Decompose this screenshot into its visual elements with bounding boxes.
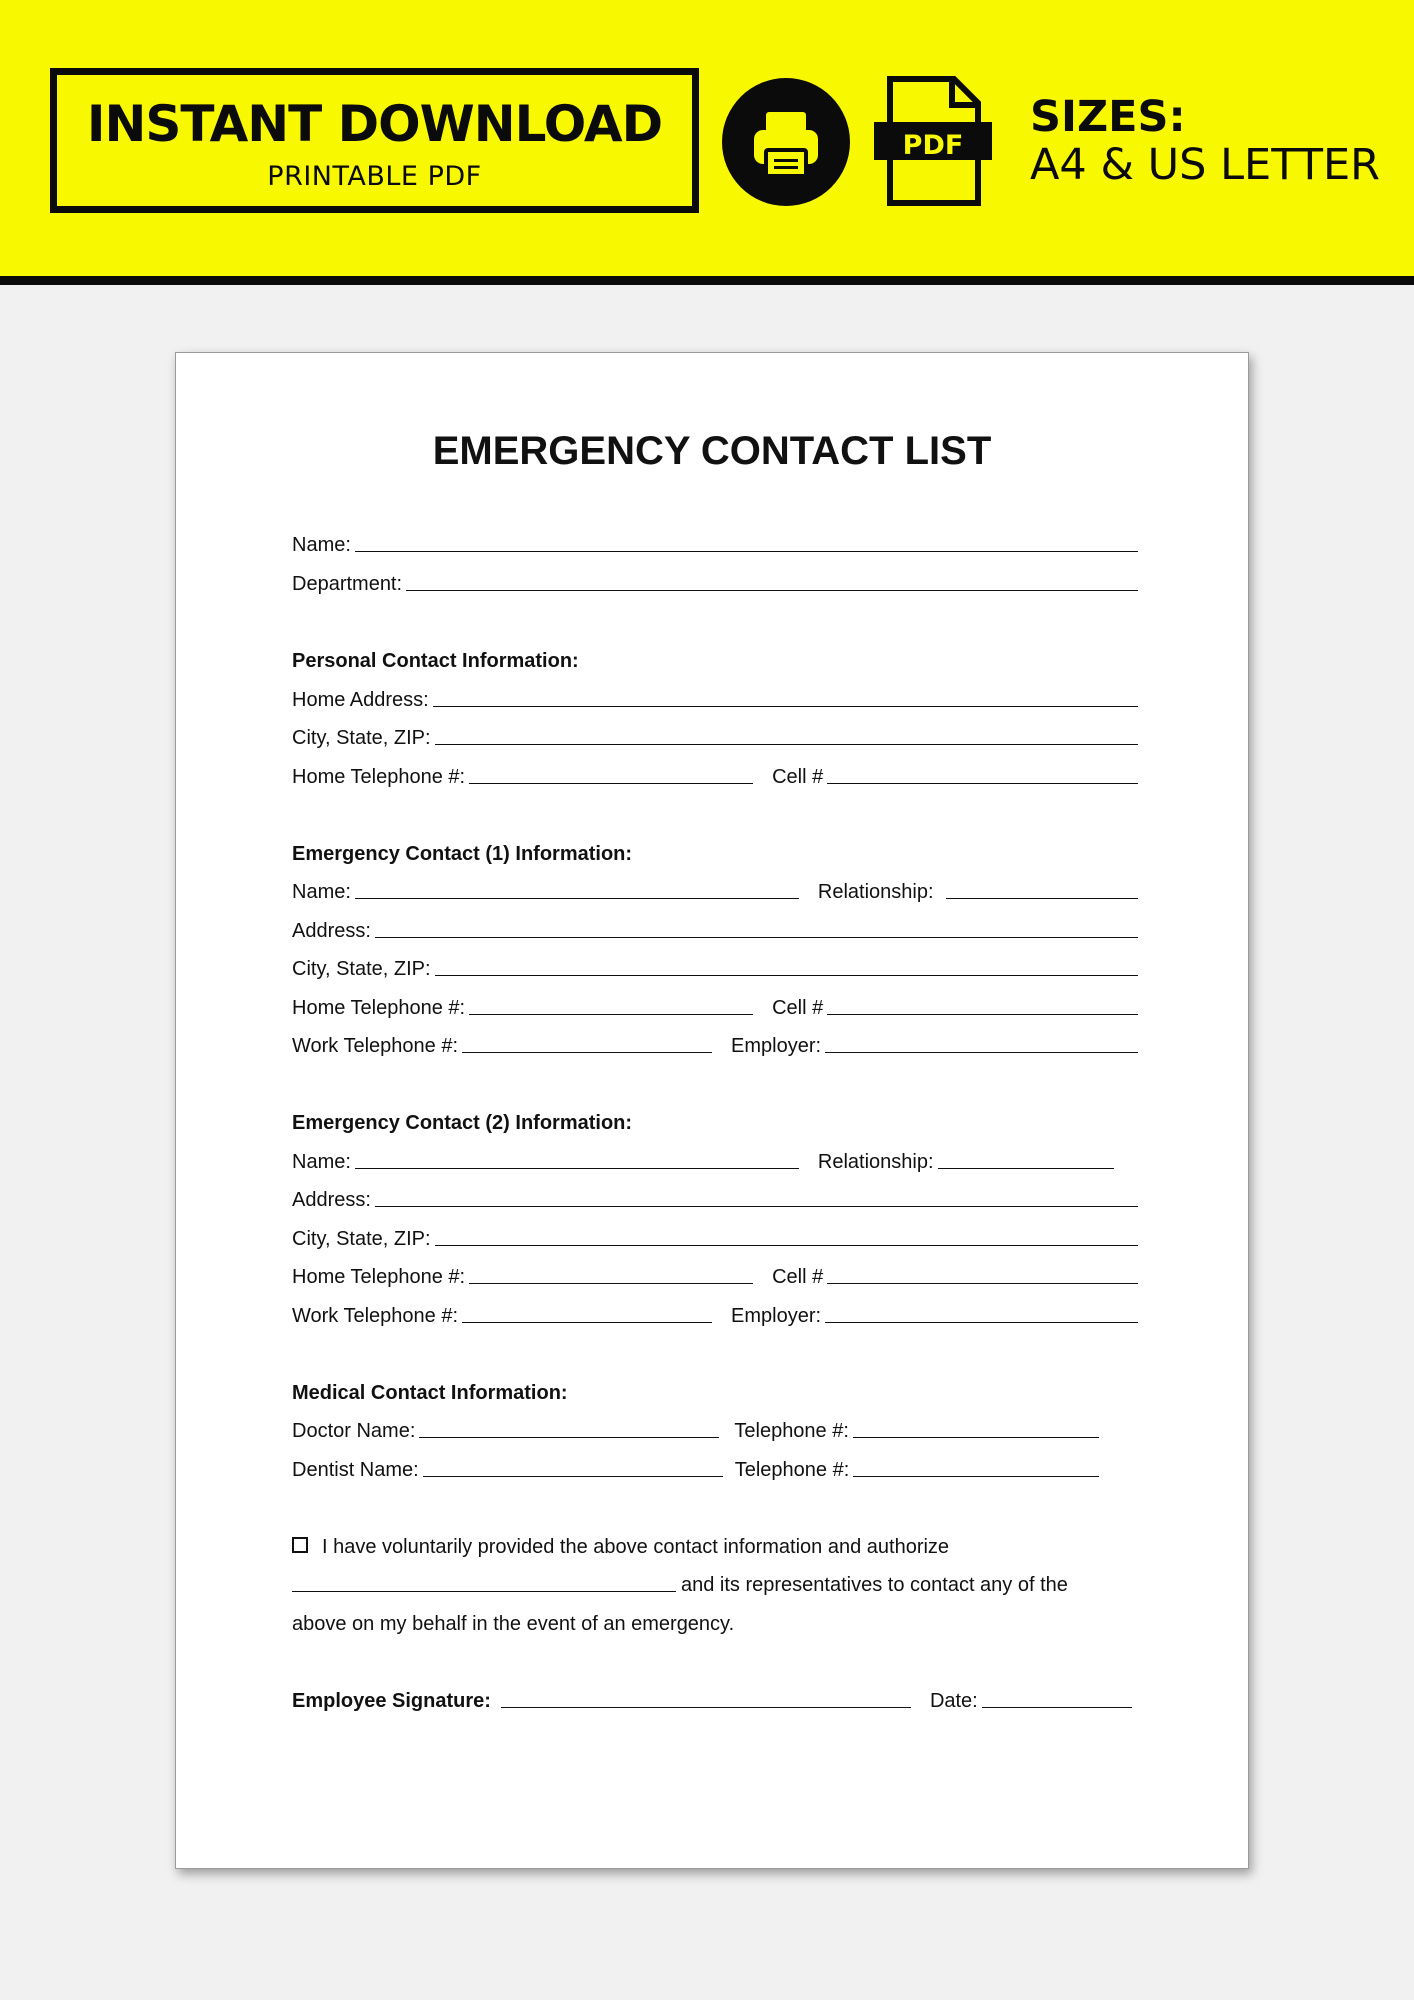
contact2-name-field[interactable] — [355, 1168, 799, 1169]
contact1-name-field[interactable] — [355, 898, 799, 899]
contact2-heading-row — [292, 1105, 1138, 1135]
pdf-badge-label: PDF — [902, 130, 964, 161]
signature-row — [292, 1683, 1138, 1713]
contact1-work-telephone-field[interactable] — [462, 1052, 712, 1053]
doctor-row — [292, 1413, 1138, 1443]
sizes-label: SIZES: — [1030, 92, 1186, 142]
contact2-work-telephone-label: Work Telephone #: — [292, 1305, 459, 1327]
contact1-cell-field[interactable] — [827, 1014, 1138, 1015]
home-telephone-field[interactable] — [469, 783, 753, 784]
consent-line-2 — [292, 1567, 1138, 1597]
banner-divider — [0, 276, 1414, 285]
employee-name-row — [292, 527, 1138, 557]
employee-signature-field[interactable] — [501, 1707, 911, 1708]
medical-heading: Medical Contact Information: — [292, 1382, 568, 1404]
contact1-name-row — [292, 874, 1138, 904]
contact1-relationship-label: Relationship: — [817, 881, 934, 903]
contact2-employer-field[interactable] — [825, 1322, 1138, 1323]
contact1-heading: Emergency Contact (1) Information: — [292, 843, 633, 865]
instant-download-title: INSTANT DOWNLOAD — [86, 95, 663, 153]
dentist-row — [292, 1452, 1138, 1482]
employee-name-label: Name: — [292, 534, 351, 556]
home-address-field[interactable] — [433, 706, 1138, 707]
home-address-label: Home Address: — [292, 689, 429, 711]
contact2-name-row — [292, 1144, 1138, 1174]
instant-download-box — [50, 68, 699, 213]
contact2-home-telephone-field[interactable] — [469, 1283, 753, 1284]
dentist-name-label: Dentist Name: — [292, 1459, 419, 1481]
contact2-work-telephone-field[interactable] — [462, 1322, 712, 1323]
contact1-employer-field[interactable] — [825, 1052, 1138, 1053]
consent-text-2: and its representatives to contact any of the — [681, 1574, 1068, 1596]
contact2-heading: Emergency Contact (2) Information: — [292, 1112, 633, 1134]
contact1-home-telephone-label: Home Telephone #: — [292, 997, 466, 1019]
contact2-city-field[interactable] — [435, 1245, 1138, 1246]
contact2-home-telephone-label: Home Telephone #: — [292, 1266, 466, 1288]
contact1-home-telephone-field[interactable] — [469, 1014, 753, 1015]
contact2-address-row — [292, 1182, 1138, 1212]
contact2-cell-label: Cell # — [772, 1266, 824, 1288]
contact1-city-field[interactable] — [435, 975, 1138, 976]
contact2-phone-row — [292, 1259, 1138, 1289]
doctor-telephone-field[interactable] — [853, 1437, 1099, 1438]
contact1-city-label: City, State, ZIP: — [292, 958, 431, 980]
contact1-heading-row — [292, 836, 1138, 866]
medical-heading-row — [292, 1375, 1138, 1405]
promo-banner — [0, 0, 1414, 276]
personal-heading-row — [292, 643, 1138, 673]
contact2-cell-field[interactable] — [827, 1283, 1138, 1284]
contact2-city-row — [292, 1221, 1138, 1251]
consent-line-1 — [292, 1529, 1138, 1559]
contact1-employer-label: Employer: — [731, 1035, 822, 1057]
doctor-telephone-label: Telephone #: — [734, 1420, 849, 1442]
printable-pdf-subtitle: PRINTABLE PDF — [267, 161, 482, 192]
contact1-address-row — [292, 913, 1138, 943]
employee-name-field[interactable] — [355, 551, 1138, 552]
contact2-city-label: City, State, ZIP: — [292, 1228, 431, 1250]
employee-signature-label: Employee Signature: — [292, 1690, 491, 1712]
contact1-work-row — [292, 1028, 1138, 1058]
doctor-name-label: Doctor Name: — [292, 1420, 416, 1442]
contact2-work-row — [292, 1298, 1138, 1328]
contact1-city-row — [292, 951, 1138, 981]
contact1-phone-row — [292, 990, 1138, 1020]
form-title: EMERGENCY CONTACT LIST — [432, 429, 992, 473]
date-label: Date: — [929, 1690, 978, 1712]
home-telephone-label: Home Telephone #: — [292, 766, 466, 788]
contact1-cell-label: Cell # — [772, 997, 824, 1019]
personal-phone-row — [292, 759, 1138, 789]
contact1-name-label: Name: — [292, 881, 351, 903]
contact2-address-label: Address: — [292, 1189, 371, 1211]
contact2-address-field[interactable] — [375, 1206, 1138, 1207]
form-page — [175, 352, 1249, 1869]
cell-field[interactable] — [827, 783, 1138, 784]
contact1-work-telephone-label: Work Telephone #: — [292, 1035, 459, 1057]
doctor-name-field[interactable] — [419, 1437, 719, 1438]
personal-address-row — [292, 682, 1138, 712]
organization-field[interactable] — [292, 1591, 676, 1592]
cell-label: Cell # — [772, 766, 824, 788]
consent-text-3: above on my behalf in the event of an emergency. — [292, 1613, 735, 1635]
dentist-telephone-field[interactable] — [853, 1476, 1099, 1477]
personal-heading: Personal Contact Information: — [292, 650, 579, 672]
city-state-zip-field[interactable] — [435, 744, 1138, 745]
contact2-relationship-label: Relationship: — [817, 1151, 934, 1173]
sizes-value: A4 & US LETTER — [1030, 140, 1381, 190]
date-field[interactable] — [982, 1707, 1132, 1708]
consent-text-1: I have voluntarily provided the above contact information and authorize — [322, 1536, 950, 1558]
consent-line-3 — [292, 1606, 1138, 1636]
city-state-zip-label: City, State, ZIP: — [292, 727, 431, 749]
contact1-address-field[interactable] — [375, 937, 1138, 938]
contact2-relationship-field[interactable] — [938, 1168, 1114, 1169]
contact2-name-label: Name: — [292, 1151, 351, 1173]
printer-icon — [722, 78, 850, 206]
department-row — [292, 566, 1138, 596]
dentist-telephone-label: Telephone #: — [734, 1459, 850, 1481]
department-field[interactable] — [406, 590, 1138, 591]
department-label: Department: — [292, 573, 403, 595]
contact1-address-label: Address: — [292, 920, 371, 942]
dentist-name-field[interactable] — [423, 1476, 723, 1477]
consent-checkbox[interactable] — [292, 1537, 308, 1553]
contact2-employer-label: Employer: — [731, 1305, 822, 1327]
personal-city-row — [292, 720, 1138, 750]
contact1-relationship-field[interactable] — [946, 898, 1138, 899]
